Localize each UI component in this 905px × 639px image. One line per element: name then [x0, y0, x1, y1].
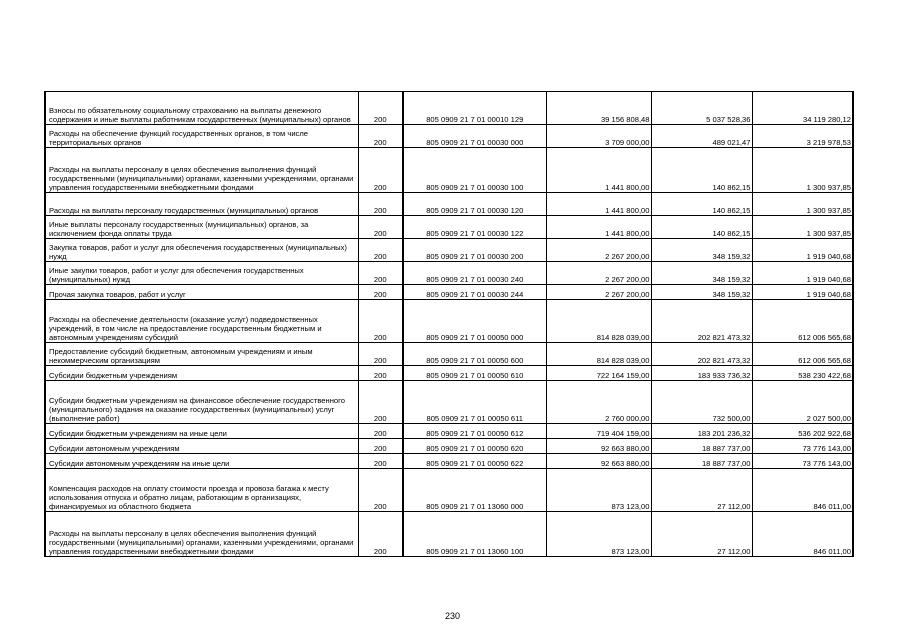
row-approved-amount: 1 441 800,00: [546, 193, 651, 216]
row-approved-amount: 719 404 159,00: [546, 424, 651, 439]
row-unexecuted-amount: 612 006 565,68: [752, 300, 853, 343]
row-line-code: 200: [358, 300, 403, 343]
row-name: Субсидии бюджетным учреждениям: [45, 366, 358, 381]
row-approved-amount: 814 828 039,00: [546, 300, 651, 343]
row-unexecuted-amount: 73 776 143,00: [752, 439, 853, 454]
row-name: Иные выплаты персоналу государственных (муниципальных) органов, за исключением фонда оплаты труда: [45, 216, 358, 239]
row-unexecuted-amount: 846 011,00: [752, 512, 853, 557]
row-name: Предоставление субсидий бюджетным, автономным учреждениям и иным некоммерческим организациям: [45, 343, 358, 366]
row-unexecuted-amount: 1 300 937,85: [752, 216, 853, 239]
page-number: 230: [444, 611, 461, 621]
table-row: [45, 381, 853, 424]
table-row: [45, 285, 853, 300]
row-executed-amount: 183 933 736,32: [651, 366, 752, 381]
row-approved-amount: 722 164 159,00: [546, 366, 651, 381]
row-name: Расходы на выплаты персоналу государственных (муниципальных) органов: [45, 193, 358, 216]
row-unexecuted-amount: 1 919 040,68: [752, 285, 853, 300]
row-name: Расходы на обеспечение деятельности (оказание услуг) подведомственных учреждений, в том числе на предоставление государственным бюджетным и автономным учреждениям субсидий: [45, 300, 358, 343]
row-approved-amount: 873 123,00: [546, 469, 651, 512]
row-executed-amount: 348 159,32: [651, 262, 752, 285]
row-approved-amount: 2 267 200,00: [546, 239, 651, 262]
table-row: [45, 125, 853, 148]
row-unexecuted-amount: 536 202 922,68: [752, 424, 853, 439]
row-classification-code: 805 0909 21 7 01 00030 122: [403, 216, 546, 239]
table-row: [45, 343, 853, 366]
row-name: Расходы на выплаты персоналу в целях обеспечения выполнения функций государственными (муниципальными) органами, казенными учреждениями, органами управления государственными внебюджетными фондами: [45, 148, 358, 193]
row-executed-amount: 202 821 473,32: [651, 300, 752, 343]
budget-execution-table: [44, 91, 854, 557]
row-executed-amount: 27 112,00: [651, 512, 752, 557]
row-classification-code: 805 0909 21 7 01 00010 129: [403, 92, 546, 125]
row-line-code: 200: [358, 239, 403, 262]
row-name: Субсидии автономным учреждениям: [45, 439, 358, 454]
row-executed-amount: 27 112,00: [651, 469, 752, 512]
row-unexecuted-amount: 1 919 040,68: [752, 262, 853, 285]
row-unexecuted-amount: 846 011,00: [752, 469, 853, 512]
row-unexecuted-amount: 34 119 280,12: [752, 92, 853, 125]
table-row: [45, 424, 853, 439]
table-row: [45, 300, 853, 343]
row-classification-code: 805 0909 21 7 01 00030 240: [403, 262, 546, 285]
row-approved-amount: 2 267 200,00: [546, 285, 651, 300]
row-line-code: 200: [358, 148, 403, 193]
row-unexecuted-amount: 3 219 978,53: [752, 125, 853, 148]
row-name: Расходы на обеспечение функций государственных органов, в том числе территориальных органов: [45, 125, 358, 148]
row-line-code: 200: [358, 262, 403, 285]
row-approved-amount: 2 267 200,00: [546, 262, 651, 285]
table-row: [45, 512, 853, 557]
row-executed-amount: 140 862,15: [651, 148, 752, 193]
row-name: Расходы на выплаты персоналу в целях обеспечения выполнения функций государственными (муниципальными) органами, казенными учреждениями, органами управления государственными внебюджетными фондами: [45, 512, 358, 557]
row-approved-amount: 814 828 039,00: [546, 343, 651, 366]
table-row: [45, 216, 853, 239]
row-line-code: 200: [358, 92, 403, 125]
row-line-code: 200: [358, 424, 403, 439]
table-row: [45, 148, 853, 193]
table-body: [45, 92, 853, 557]
row-approved-amount: 39 156 808,48: [546, 92, 651, 125]
row-approved-amount: 3 709 000,00: [546, 125, 651, 148]
row-name: Субсидии автономным учреждениям на иные цели: [45, 454, 358, 469]
row-approved-amount: 2 760 000,00: [546, 381, 651, 424]
row-classification-code: 805 0909 21 7 01 00050 622: [403, 454, 546, 469]
row-classification-code: 805 0909 21 7 01 00050 612: [403, 424, 546, 439]
row-executed-amount: 5 037 528,36: [651, 92, 752, 125]
row-name: Компенсация расходов на оплату стоимости проезда и провоза багажа к месту использования отпуска и обратно лицам, работающим в организациях, финансируемых из областного бюджета: [45, 469, 358, 512]
row-classification-code: 805 0909 21 7 01 00030 000: [403, 125, 546, 148]
table-row: [45, 193, 853, 216]
table-row: [45, 454, 853, 469]
row-classification-code: 805 0909 21 7 01 00030 100: [403, 148, 546, 193]
row-unexecuted-amount: 73 776 143,00: [752, 454, 853, 469]
row-classification-code: 805 0909 21 7 01 00050 611: [403, 381, 546, 424]
row-name: Закупка товаров, работ и услуг для обеспечения государственных (муниципальных) нужд: [45, 239, 358, 262]
row-unexecuted-amount: 538 230 422,68: [752, 366, 853, 381]
row-line-code: 200: [358, 381, 403, 424]
row-name: Иные закупки товаров, работ и услуг для обеспечения государственных (муниципальных) нужд: [45, 262, 358, 285]
row-line-code: 200: [358, 125, 403, 148]
row-executed-amount: 140 862,15: [651, 216, 752, 239]
row-line-code: 200: [358, 193, 403, 216]
table-row: [45, 366, 853, 381]
row-line-code: 200: [358, 343, 403, 366]
row-classification-code: 805 0909 21 7 01 00050 610: [403, 366, 546, 381]
row-approved-amount: 92 663 880,00: [546, 454, 651, 469]
row-executed-amount: 18 887 737,00: [651, 439, 752, 454]
row-unexecuted-amount: 1 919 040,68: [752, 239, 853, 262]
table-row: [45, 439, 853, 454]
row-unexecuted-amount: 2 027 500,00: [752, 381, 853, 424]
row-executed-amount: 202 821 473,32: [651, 343, 752, 366]
table-row: [45, 239, 853, 262]
row-approved-amount: 873 123,00: [546, 512, 651, 557]
row-classification-code: 805 0909 21 7 01 13060 000: [403, 469, 546, 512]
row-executed-amount: 489 021,47: [651, 125, 752, 148]
row-name: Прочая закупка товаров, работ и услуг: [45, 285, 358, 300]
row-classification-code: 805 0909 21 7 01 00050 620: [403, 439, 546, 454]
row-classification-code: 805 0909 21 7 01 00030 244: [403, 285, 546, 300]
row-name: Субсидии бюджетным учреждениям на иные цели: [45, 424, 358, 439]
row-approved-amount: 92 663 880,00: [546, 439, 651, 454]
row-name: Субсидии бюджетным учреждениям на финансовое обеспечение государственного (муниципального) задания на оказание государственных (муниципальных) услуг (выполнение работ): [45, 381, 358, 424]
row-executed-amount: 348 159,32: [651, 285, 752, 300]
row-line-code: 200: [358, 285, 403, 300]
row-classification-code: 805 0909 21 7 01 00030 200: [403, 239, 546, 262]
row-unexecuted-amount: 1 300 937,85: [752, 148, 853, 193]
row-line-code: 200: [358, 216, 403, 239]
row-executed-amount: 183 201 236,32: [651, 424, 752, 439]
row-executed-amount: 18 887 737,00: [651, 454, 752, 469]
row-line-code: 200: [358, 366, 403, 381]
row-executed-amount: 140 862,15: [651, 193, 752, 216]
table-row: [45, 92, 853, 125]
row-classification-code: 805 0909 21 7 01 00030 120: [403, 193, 546, 216]
row-executed-amount: 348 159,32: [651, 239, 752, 262]
row-classification-code: 805 0909 21 7 01 13060 100: [403, 512, 546, 557]
row-executed-amount: 732 500,00: [651, 381, 752, 424]
table-row: [45, 262, 853, 285]
row-name: Взносы по обязательному социальному страхованию на выплаты денежного содержания и иные выплаты работникам государственных (муниципальных) органов: [45, 92, 358, 125]
row-unexecuted-amount: 612 006 565,68: [752, 343, 853, 366]
row-classification-code: 805 0909 21 7 01 00050 000: [403, 300, 546, 343]
row-approved-amount: 1 441 800,00: [546, 216, 651, 239]
row-approved-amount: 1 441 800,00: [546, 148, 651, 193]
row-unexecuted-amount: 1 300 937,85: [752, 193, 853, 216]
row-line-code: 200: [358, 512, 403, 557]
table-row: [45, 469, 853, 512]
row-line-code: 200: [358, 454, 403, 469]
row-classification-code: 805 0909 21 7 01 00050 600: [403, 343, 546, 366]
row-line-code: 200: [358, 469, 403, 512]
row-line-code: 200: [358, 439, 403, 454]
